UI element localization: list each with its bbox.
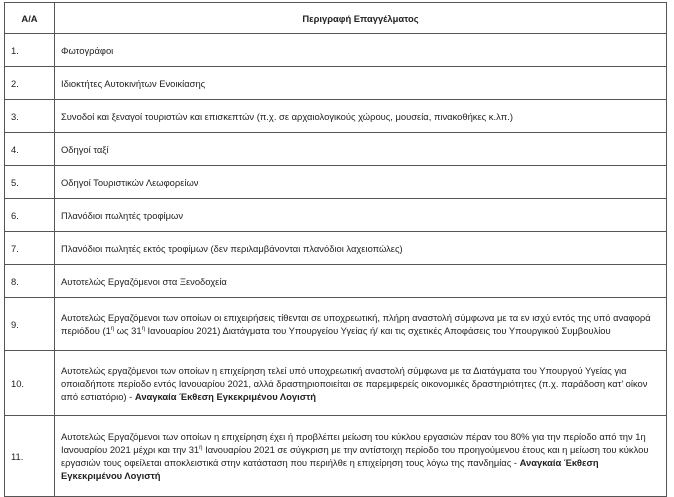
column-header-number: Α/Α — [5, 3, 55, 34]
row-text-part: Αυτοτελώς Εργαζόμενοι των οποίων η επιχείρηση έχει ή προβλέπει μείωση του κύκλου εργασιών πέραν του 80% για την περίοδο από την 1η Ιανουαρίου 2021 μέχρι και την 31 — [61, 431, 646, 455]
table-row — [5, 133, 667, 166]
row-number: 1. — [5, 34, 55, 67]
column-header-description: Περιγραφή Επαγγέλματος — [55, 3, 667, 34]
row-text-part: Ιανουαρίου 2021 σε σύγκριση με την αντίστοιχη περίοδο του προηγούμενου έτους και η μείωση του κύκλου εργασιών τους οφείλεται αποκλειστικά στην κατάσταση που περιήλθε η επιχείρηση τους λόγω της πανδημίας - — [61, 444, 649, 468]
superscript: η — [110, 325, 115, 332]
row-description: Συνοδοί και ξεναγοί τουριστών και επισκεπτών (π.χ. σε αρχαιολογικούς χώρους, μουσεία, πινακοθήκες κ.λπ.) — [55, 100, 667, 133]
table-row — [5, 351, 667, 416]
row-description — [55, 298, 667, 351]
row-number: 5. — [5, 166, 55, 199]
table-row — [5, 298, 667, 351]
row-number: 10. — [5, 351, 55, 416]
row-description — [55, 351, 667, 416]
row-text-part: Ιανουαρίου 2021) Διατάγματα του Υπουργείου Υγείας ή/ και τις σχετικές Αποφάσεις του Υπουργικού Συμβουλίου — [144, 325, 611, 336]
row-number: 7. — [5, 232, 55, 265]
table-row — [5, 67, 667, 100]
row-text-part: ως 31 — [114, 325, 142, 336]
row-description: Πλανόδιοι πωλητές τροφίμων — [55, 199, 667, 232]
table-header-row — [5, 3, 667, 34]
row-description: Οδηγοί ταξί — [55, 133, 667, 166]
row-description: Οδηγοί Τουριστικών Λεωφορείων — [55, 166, 667, 199]
row-description: Φωτογράφοι — [55, 34, 667, 67]
row-number: 8. — [5, 265, 55, 298]
row-description: Ιδιοκτήτες Αυτοκινήτων Ενοικίασης — [55, 67, 667, 100]
row-description — [55, 416, 667, 497]
row-description: Πλανόδιοι πωλητές εκτός τροφίμων (δεν περιλαμβάνονται πλανόδιοι λαχειοπώλες) — [55, 232, 667, 265]
superscript: η — [199, 444, 203, 451]
row-number: 11. — [5, 416, 55, 497]
occupations-table — [4, 2, 667, 497]
superscript: η — [141, 325, 145, 332]
row-number: 2. — [5, 67, 55, 100]
table-row — [5, 265, 667, 298]
table-row — [5, 199, 667, 232]
accountant-report-note: Αναγκαία Έκθεση Εγκεκριμένου Λογιστή — [61, 457, 599, 481]
row-text-part: Αυτοτελώς Εργαζόμενοι των οποίων οι επιχειρήσεις τίθενται σε υποχρεωτική, πλήρη αναστολή σύμφωνα με τα εν ισχύ εντός της υπό αναφορά περιόδου (1 — [61, 312, 651, 336]
row-number: 6. — [5, 199, 55, 232]
row-number: 3. — [5, 100, 55, 133]
table-row — [5, 34, 667, 67]
table-row — [5, 166, 667, 199]
row-number: 9. — [5, 298, 55, 351]
row-number: 4. — [5, 133, 55, 166]
row-description: Αυτοτελώς Εργαζόμενοι στα Ξενοδοχεία — [55, 265, 667, 298]
row-text-part: Αυτοτελώς εργαζόμενοι των οποίων η επιχείρηση τελεί υπό υποχρεωτική αναστολή σύμφωνα με τα Διατάγματα του Υπουργού Υγείας για οποιαδήποτε περίοδο εντός Ιανουαρίου 2021, αλλά δραστηριοποιείται σε παρεμφερείς οικονομικές δραστηριότητες (π.χ. παράδοση κατ’ οίκον από εστιατόριο) - — [61, 364, 648, 402]
accountant-report-note: Αναγκαία Έκθεση Εγκεκριμένου Λογιστή — [134, 390, 317, 402]
table-row — [5, 232, 667, 265]
table-row — [5, 100, 667, 133]
table-row — [5, 416, 667, 497]
